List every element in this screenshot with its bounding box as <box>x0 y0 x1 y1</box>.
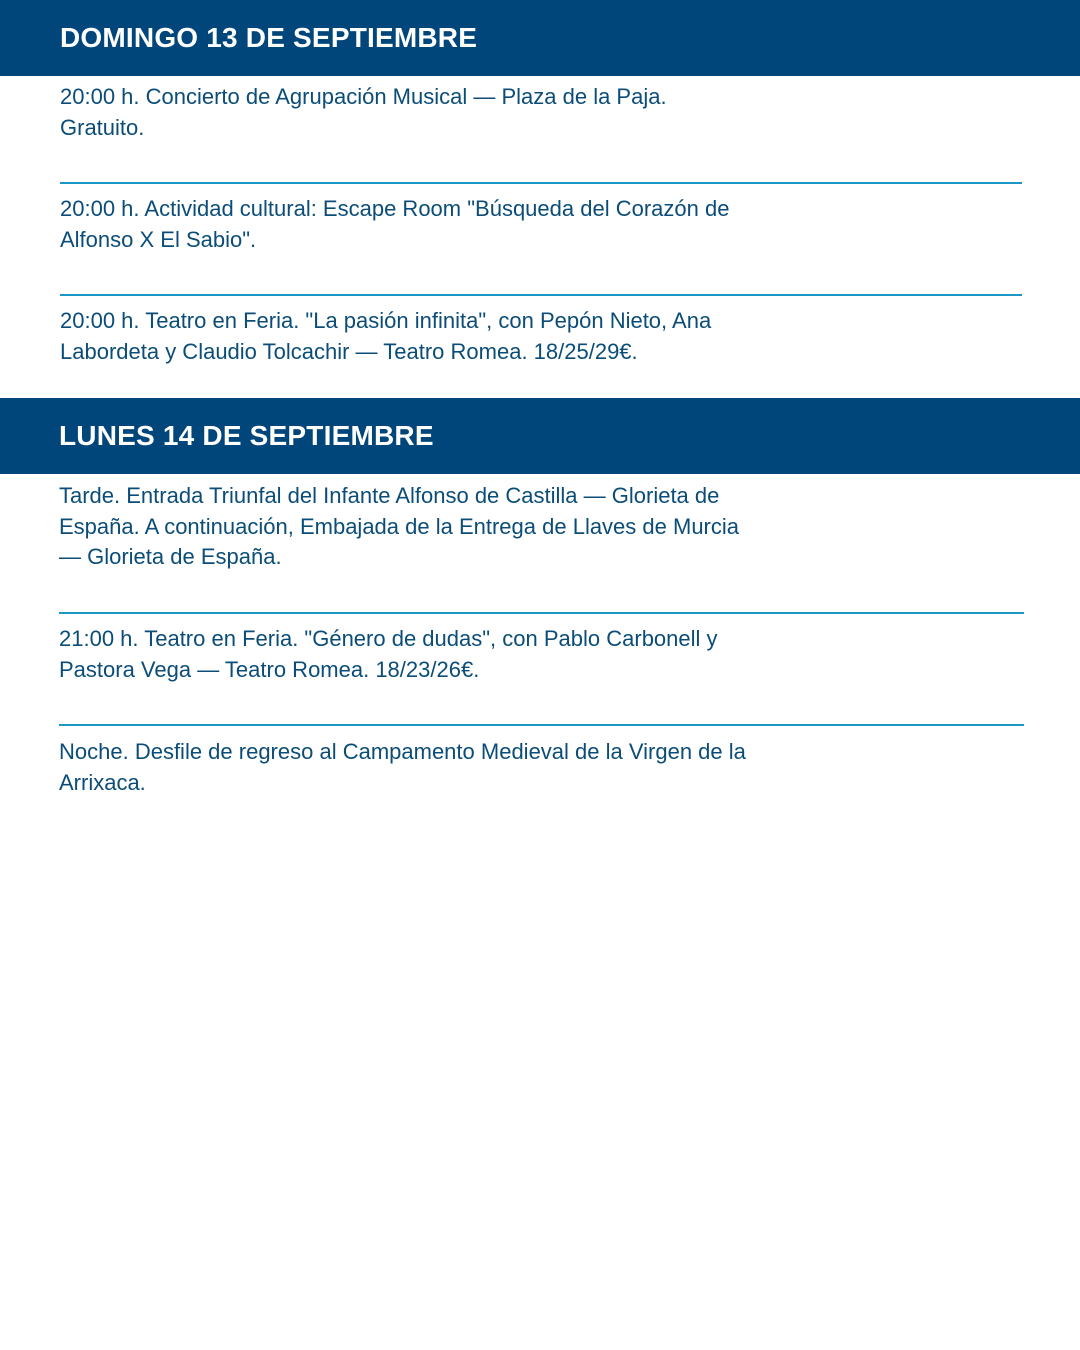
event-item: Tarde. Entrada Triunfal del Infante Alfonso de Castilla — Glorieta de España. A continuación, Embajada de la Entrega de Llaves de Murcia — Glorieta de España. <box>59 483 740 569</box>
event-divider <box>60 294 1022 296</box>
day-title: DOMINGO 13 DE SEPTIEMBRE <box>60 22 478 53</box>
event-divider <box>59 612 1024 614</box>
event-item: 20:00 h. Concierto de Agrupación Musical — Plaza de la Paja. Gratuito. <box>60 84 667 140</box>
event-item: 20:00 h. Actividad cultural: Escape Room "Búsqueda del Corazón de Alfonso X El Sabio". <box>60 196 730 252</box>
event-divider <box>59 724 1024 726</box>
day-title: LUNES 14 DE SEPTIEMBRE <box>59 420 434 451</box>
event-item: Noche. Desfile de regreso al Campamento Medieval de la Virgen de la Arrixaca. <box>59 739 746 795</box>
day-header-lunes <box>0 398 1080 474</box>
event-item: 20:00 h. Teatro en Feria. "La pasión infinita", con Pepón Nieto, Ana Labordeta y Claudio Tolcachir — Teatro Romea. 18/25/29€. <box>60 308 712 364</box>
event-item: 21:00 h. Teatro en Feria. "Género de dudas", con Pablo Carbonell y Pastora Vega — Teatro Romea. 18/23/26€. <box>59 626 718 682</box>
day-header-domingo <box>0 0 1080 76</box>
event-divider <box>60 182 1022 184</box>
